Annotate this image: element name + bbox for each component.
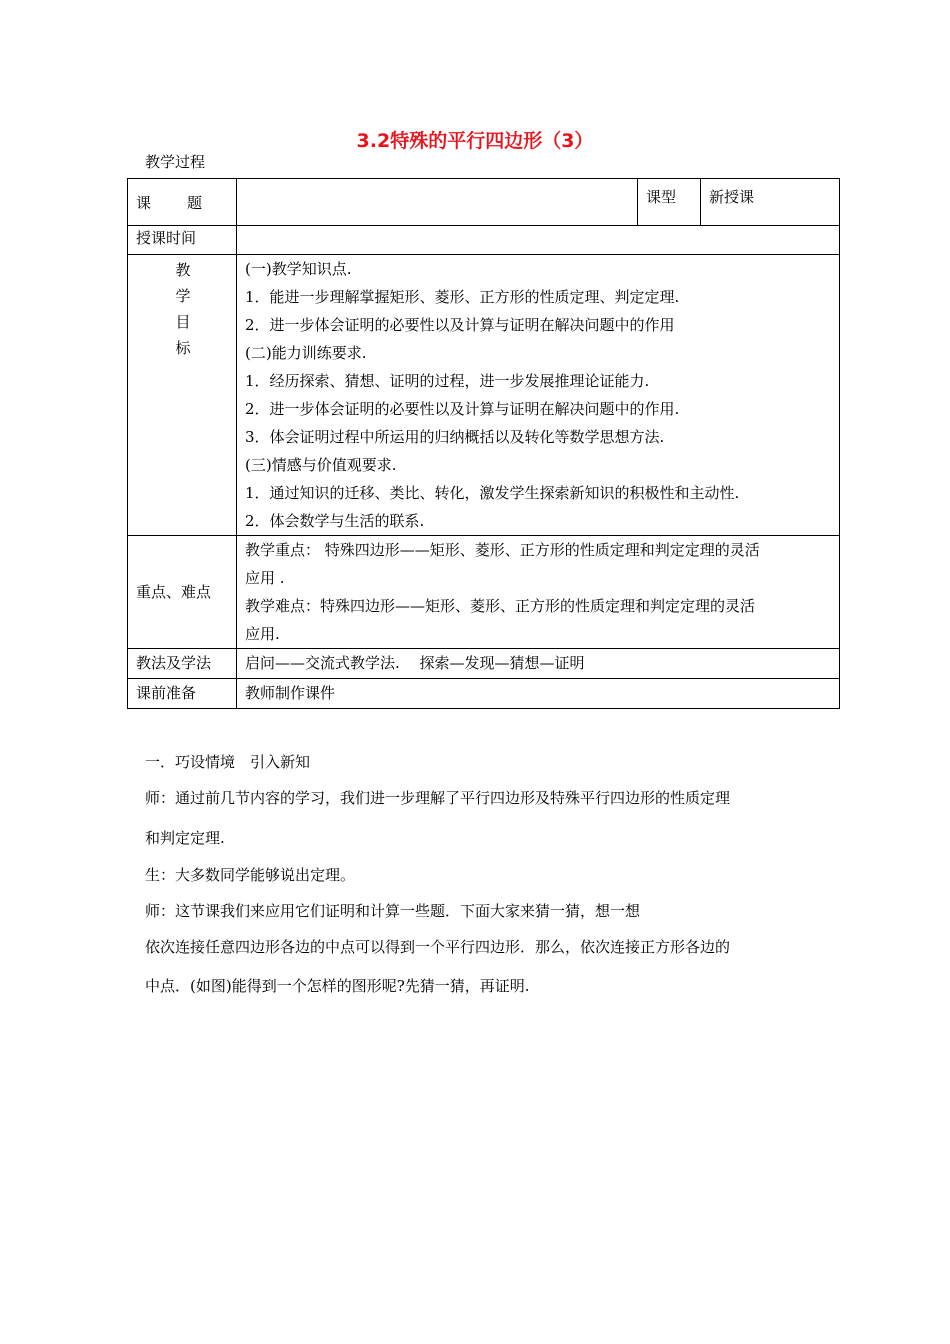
method-label-cell: [128, 649, 237, 679]
time-label-cell: [128, 226, 237, 255]
goals-line: (二)能力训练要求.: [245, 344, 367, 362]
goals-content-cell: [237, 255, 840, 536]
body-paragraph: 中点．(如图)能得到一个怎样的图形呢?先猜一猜，再证明.: [145, 977, 530, 995]
topic-label-cell: [128, 179, 237, 226]
type-label-cell: [638, 179, 701, 226]
key-label-cell: [128, 536, 237, 649]
key-content-cell: [237, 536, 840, 649]
goals-line: 1．通过知识的迁移、类比、转化，激发学生探索新知识的积极性和主动性.: [245, 484, 740, 502]
key-point-line: 应用.: [245, 625, 280, 643]
time-value-cell: [237, 226, 840, 255]
goals-row: [128, 255, 840, 536]
type-value-cell: [701, 179, 840, 226]
time-row: [128, 226, 840, 255]
body-paragraph: 依次连接任意四边形各边的中点可以得到一个平行四边形．那么，依次连接正方形各边的: [145, 938, 731, 956]
topic-label-char-1: 课: [136, 194, 152, 212]
topic-row: [128, 179, 840, 226]
key-point-line: 教学重点： 特殊四边形——矩形、菱形、正方形的性质定理和判定定理的灵活: [245, 541, 760, 559]
body-paragraph: 和判定定理.: [145, 829, 225, 847]
goals-label-char: 目: [175, 313, 191, 331]
body-paragraph: 生：大多数同学能够说出定理。: [145, 866, 356, 884]
goals-line: 1．能进一步理解掌握矩形、菱形、正方形的性质定理、判定定理.: [245, 288, 680, 306]
key-point-line: 教学难点：特殊四边形——矩形、菱形、正方形的性质定理和判定定理的灵活: [245, 597, 756, 615]
key-points-row: [128, 536, 840, 649]
key-point-line: 应用 .: [245, 569, 285, 587]
method-value-cell: [237, 649, 840, 679]
method-label: 教法及学法: [136, 654, 212, 672]
prep-row: [128, 679, 840, 709]
prep-value-cell: [237, 679, 840, 709]
prep-label-cell: [128, 679, 237, 709]
document-title: 3.2特殊的平行四边形（3）: [356, 130, 594, 152]
goals-label-cell: [128, 255, 237, 536]
goals-line: (三)情感与价值观要求.: [245, 456, 397, 474]
lesson-plan-table: [127, 178, 840, 709]
document-subtitle: 教学过程: [145, 153, 206, 171]
topic-value-cell: [237, 179, 638, 226]
prep-label: 课前准备: [136, 684, 197, 702]
key-label: 重点、难点: [136, 583, 212, 601]
goals-label-char: 标: [175, 339, 191, 357]
body-paragraph: 师：通过前几节内容的学习，我们进一步理解了平行四边形及特殊平行四边形的性质定理: [145, 789, 731, 807]
topic-label-char-2: 题: [186, 194, 202, 212]
goals-label-char: 学: [175, 287, 191, 305]
goals-line: 2．体会数学与生活的联系.: [245, 512, 425, 530]
goals-label-char: 教: [175, 261, 191, 279]
type-value: 新授课: [709, 188, 755, 206]
goals-line: 1．经历探索、猜想、证明的过程，进一步发展推理论证能力.: [245, 372, 650, 390]
section-heading: 一．巧设情境 引入新知: [145, 753, 311, 771]
time-label: 授课时间: [136, 229, 197, 247]
method-value: 启问——交流式教学法. 探索—发现—猜想—证明: [245, 654, 585, 672]
goals-line: 3．体会证明过程中所运用的归纳概括以及转化等数学思想方法.: [245, 428, 665, 446]
goals-line: (一)教学知识点.: [245, 260, 352, 278]
goals-line: 2．进一步体会证明的必要性以及计算与证明在解决问题中的作用: [245, 316, 675, 334]
body-paragraph: 师：这节课我们来应用它们证明和计算一些题．下面大家来猜一猜，想一想: [145, 902, 641, 920]
goals-line: 2．进一步体会证明的必要性以及计算与证明在解决问题中的作用.: [245, 400, 680, 418]
method-row: [128, 649, 840, 679]
prep-value: 教师制作课件: [245, 684, 336, 702]
type-label: 课型: [646, 188, 677, 206]
